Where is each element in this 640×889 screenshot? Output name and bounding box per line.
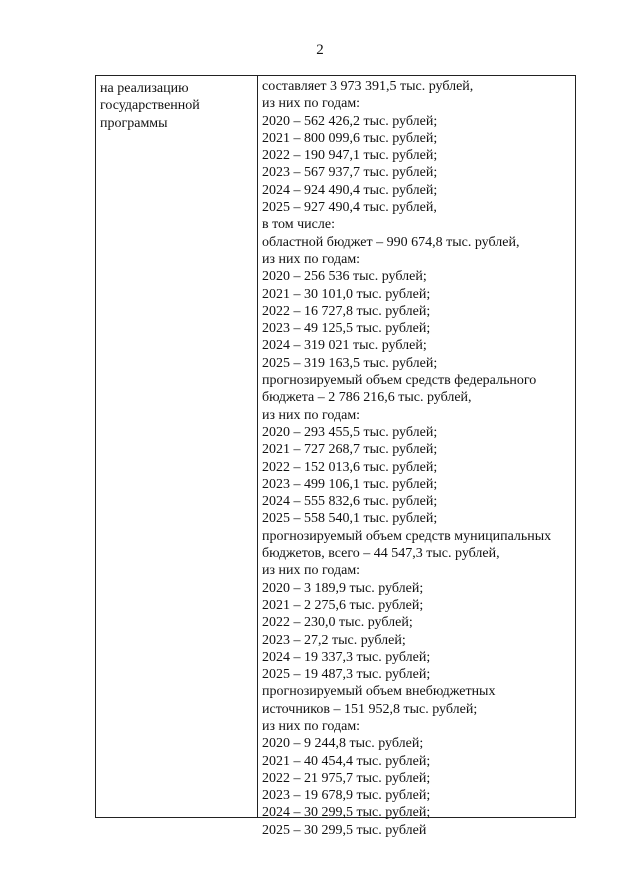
right-cell-line: составляет 3 973 391,5 тыс. рублей, <box>262 79 474 94</box>
right-cell-line: 2024 – 924 490,4 тыс. рублей; <box>262 182 438 198</box>
right-cell-line: в том числе: <box>262 217 335 233</box>
right-cell-line: 2021 – 40 454,4 тыс. рублей; <box>262 753 431 769</box>
right-cell-line: 2022 – 190 947,1 тыс. рублей; <box>262 148 438 164</box>
right-cell-line: 2025 – 927 490,4 тыс. рублей, <box>262 200 437 216</box>
right-cell-line: бюджетов, всего – 44 547,3 тыс. рублей, <box>262 546 500 562</box>
right-cell-line: прогнозируемый объем внебюджетных <box>262 684 496 700</box>
right-cell-line: 2021 – 30 101,0 тыс. рублей; <box>262 286 431 302</box>
right-cell-line: 2022 – 16 727,8 тыс. рублей; <box>262 303 431 319</box>
left-cell-line: программы <box>100 115 168 131</box>
right-cell-line: 2020 – 256 536 тыс. рублей; <box>262 269 427 285</box>
right-cell-line: 2023 – 567 937,7 тыс. рублей; <box>262 165 438 181</box>
right-cell-line: 2025 – 19 487,3 тыс. рублей; <box>262 667 431 683</box>
right-cell-line: 2021 – 2 275,6 тыс. рублей; <box>262 597 424 613</box>
right-cell-line: 2025 – 30 299,5 тыс. рублей <box>262 822 427 838</box>
right-cell-line: из них по годам: <box>262 718 361 734</box>
right-cell-line: 2025 – 558 540,1 тыс. рублей; <box>262 511 438 527</box>
funding-table <box>95 75 576 838</box>
right-cell-line: областной бюджет – 990 674,8 тыс. рублей, <box>262 234 520 250</box>
right-cell-line: 2024 – 19 337,3 тыс. рублей; <box>262 649 431 665</box>
right-cell-line: 2020 – 3 189,9 тыс. рублей; <box>262 580 424 596</box>
right-cell-line: прогнозируемый объем средств федерального <box>262 373 537 389</box>
right-cell-line: 2022 – 152 013,6 тыс. рублей; <box>262 459 438 475</box>
right-cell-line: из них по годам: <box>262 251 361 267</box>
column-divider <box>257 76 258 817</box>
right-cell-line: прогнозируемый объем средств муниципальных <box>262 528 552 544</box>
right-cell-line: 2024 – 30 299,5 тыс. рублей; <box>262 805 431 821</box>
right-cell-line: 2023 – 49 125,5 тыс. рублей; <box>262 321 431 337</box>
right-cell-line: 2023 – 19 678,9 тыс. рублей; <box>262 788 431 804</box>
right-cell-line: 2022 – 230,0 тыс. рублей; <box>262 615 413 631</box>
right-cell <box>262 78 574 839</box>
right-cell-line: 2021 – 800 099,6 тыс. рублей; <box>262 130 438 146</box>
right-cell-line: 2024 – 319 021 тыс. рублей; <box>262 338 427 354</box>
right-cell-line: 2022 – 21 975,7 тыс. рублей; <box>262 770 431 786</box>
right-cell-line: 2024 – 555 832,6 тыс. рублей; <box>262 494 438 510</box>
right-cell-line: источников – 151 952,8 тыс. рублей; <box>262 701 478 717</box>
right-cell-line: 2025 – 319 163,5 тыс. рублей; <box>262 355 438 371</box>
right-cell-line: из них по годам: <box>262 563 361 579</box>
left-cell-line: на реализацию <box>100 81 189 96</box>
left-cell-line: государственной <box>100 98 200 114</box>
right-cell-line: бюджета – 2 786 216,6 тыс. рублей, <box>262 390 472 406</box>
page-number: 2 <box>316 42 324 58</box>
right-cell-line: 2021 – 727 268,7 тыс. рублей; <box>262 442 438 458</box>
right-cell-line: 2023 – 499 106,1 тыс. рублей; <box>262 476 438 492</box>
left-cell <box>100 80 252 132</box>
right-cell-line: 2020 – 9 244,8 тыс. рублей; <box>262 736 424 752</box>
right-cell-line: 2020 – 562 426,2 тыс. рублей; <box>262 113 438 129</box>
right-cell-line: 2023 – 27,2 тыс. рублей; <box>262 632 406 648</box>
right-cell-line: из них по годам: <box>262 407 361 423</box>
right-cell-line: 2020 – 293 455,5 тыс. рублей; <box>262 424 438 440</box>
right-cell-line: из них по годам: <box>262 96 361 112</box>
